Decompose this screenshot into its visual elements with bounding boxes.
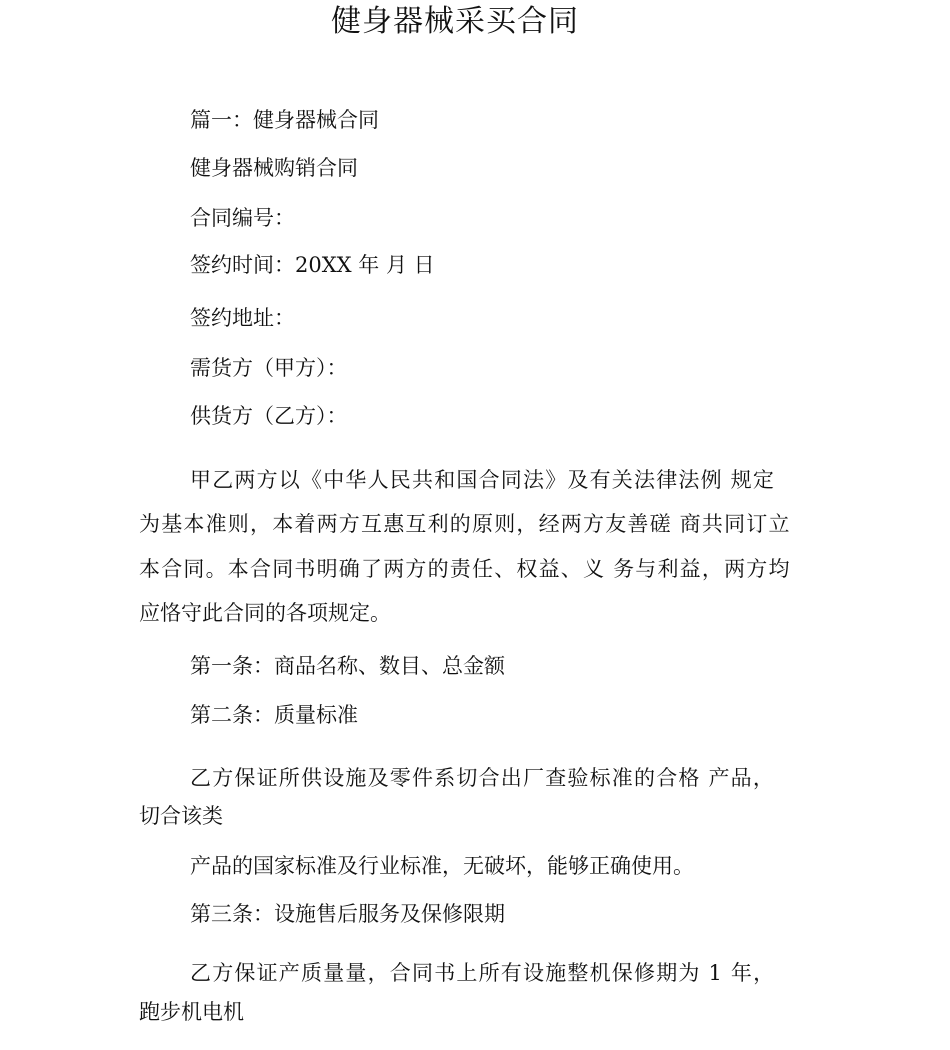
intro-paragraph-line: 本合同。本合同书明确了两方的责任、权益、义 务与利益，两方均 xyxy=(139,557,791,581)
section-heading: 篇一：健身器械合同 xyxy=(190,108,379,132)
quality-paragraph-line: 乙方保证所供设施及零件系切合出厂查验标准的合格 产品， xyxy=(190,766,776,790)
signing-date-field: 签约时间：20XX 年 月 日 xyxy=(190,253,435,277)
quality-paragraph-line: 产品的国家标准及行业标准，无破坏，能够正确使用。 xyxy=(190,854,694,878)
article-3-heading: 第三条：设施售后服务及保修限期 xyxy=(190,902,505,926)
warranty-paragraph-line: 跑步机电机 xyxy=(139,1000,244,1024)
document-title: 健身器械采买合同 xyxy=(331,4,579,39)
supplier-party-field: 供货方（乙方）： xyxy=(190,404,348,428)
contract-name: 健身器械购销合同 xyxy=(190,156,358,180)
buyer-party-field: 需货方（甲方）： xyxy=(190,356,348,380)
quality-paragraph-line: 切合该类 xyxy=(139,804,223,828)
signing-address-field: 签约地址： xyxy=(190,306,295,330)
contract-number-field: 合同编号： xyxy=(190,206,295,230)
intro-paragraph-line: 为基本准则，本着两方互惠互利的原则，经两方友善磋 商共同订立 xyxy=(139,512,791,536)
intro-paragraph-line: 应恪守此合同的各项规定。 xyxy=(139,601,391,625)
article-2-heading: 第二条：质量标准 xyxy=(190,703,358,727)
intro-paragraph-line: 甲乙两方以《中华人民共和国合同法》及有关法律法例 规定 xyxy=(190,468,776,492)
article-1-heading: 第一条：商品名称、数目、总金额 xyxy=(190,654,505,678)
warranty-paragraph-line: 乙方保证产质量量，合同书上所有设施整机保修期为 1 年， xyxy=(190,961,776,985)
